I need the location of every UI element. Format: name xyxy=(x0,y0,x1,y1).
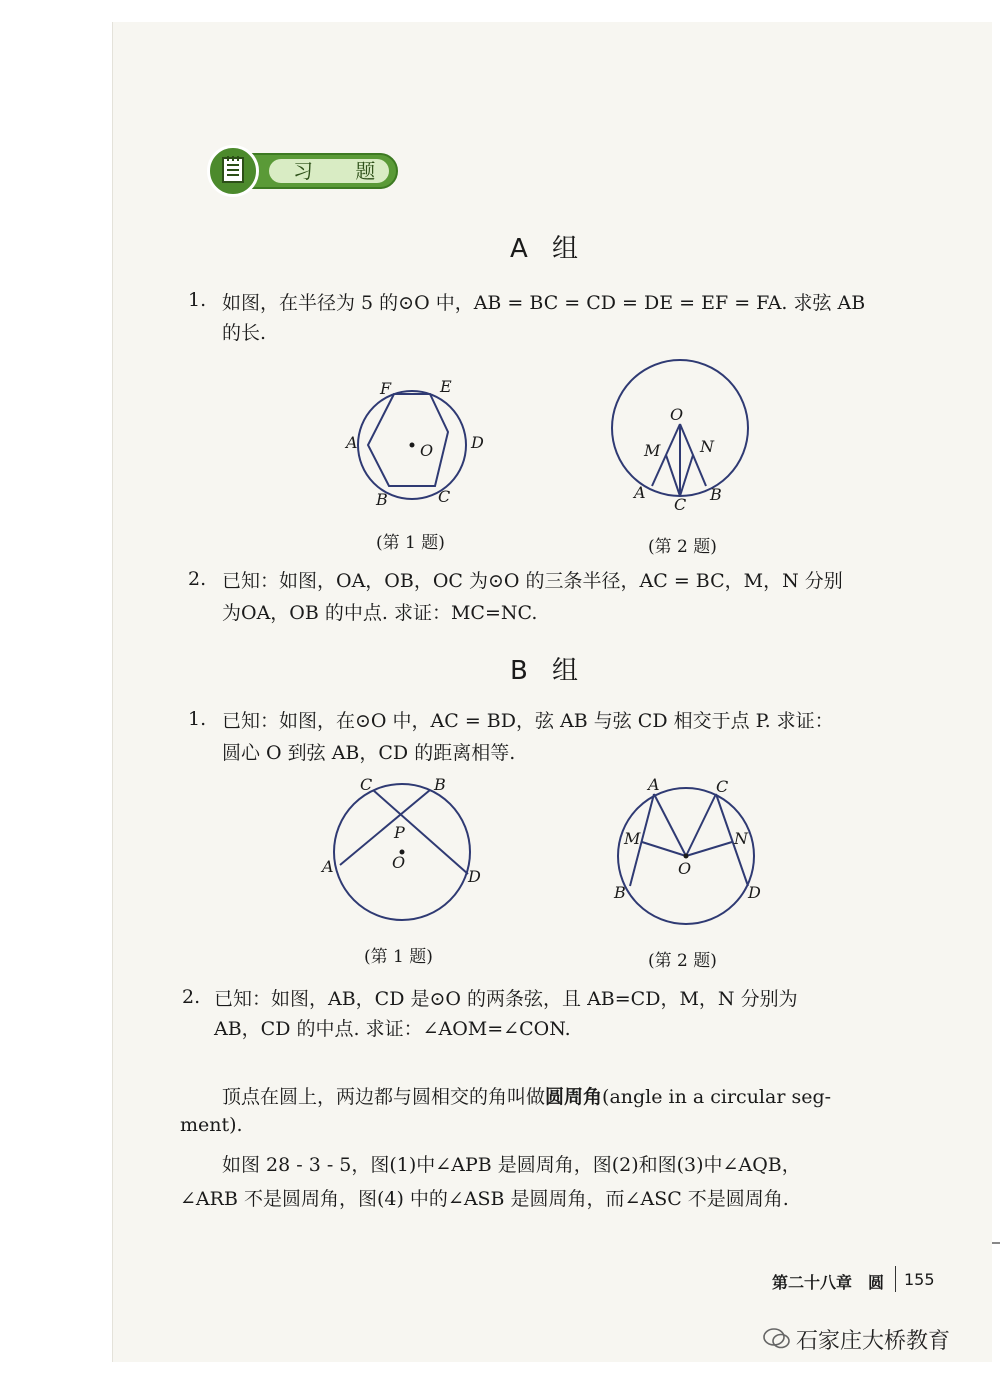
b-figure-1-caption: (第 1 题) xyxy=(364,947,433,967)
a-q2-number: 2. xyxy=(188,568,207,590)
a-figure-2-circle xyxy=(604,352,764,522)
label-c: C xyxy=(674,495,687,514)
chapter-footer: 第二十八章 圆 xyxy=(772,1273,885,1292)
para2-line1: 如图 28 - 3 - 5，图(1)中∠APB 是圆周角，图(2)和图(3)中∠AQB， xyxy=(222,1154,801,1176)
label-b: B xyxy=(710,485,722,504)
b-q2-number: 2. xyxy=(182,986,201,1008)
wechat-icon xyxy=(762,1326,792,1352)
a-figure-1-hexagon xyxy=(340,372,500,522)
page-edge-mark xyxy=(992,1242,1000,1244)
label-o: O xyxy=(420,441,434,460)
label-d: D xyxy=(468,867,481,886)
badge-label: 习 题 xyxy=(293,159,394,183)
label-f: F xyxy=(380,379,392,398)
label-d: D xyxy=(748,883,761,902)
label-b: B xyxy=(376,490,388,509)
label-a: A xyxy=(346,433,358,452)
para1-english: (angle in a circular seg- xyxy=(602,1086,832,1108)
label-b: B xyxy=(434,775,446,794)
a-q1-line1: 如图，在半径为 5 的⊙O 中，AB = BC = CD = DE = EF = FA. 求弦 AB xyxy=(222,292,866,314)
b-q1-line2: 圆心 O 到弦 AB，CD 的距离相等. xyxy=(222,742,516,764)
label-p: P xyxy=(394,823,405,842)
label-o: O xyxy=(670,405,684,424)
page-number: 155 xyxy=(904,1270,935,1289)
label-b: B xyxy=(614,883,626,902)
para1-line2: ment). xyxy=(180,1114,243,1136)
a-q1-line2: 的长. xyxy=(222,322,267,344)
label-c: C xyxy=(716,777,729,796)
label-e: E xyxy=(440,377,452,396)
para1-term: 圆周角 xyxy=(545,1086,603,1108)
b-figure-1-circle xyxy=(318,770,488,930)
label-a: A xyxy=(322,857,334,876)
a-figure-1-caption: (第 1 题) xyxy=(376,533,445,553)
group-b-title: B 组 xyxy=(509,656,587,686)
watermark-text: 石家庄大桥教育 xyxy=(796,1329,951,1354)
a-q1-number: 1. xyxy=(188,289,207,311)
label-c: C xyxy=(360,775,373,794)
label-o: O xyxy=(678,859,692,878)
b-q1-line1: 已知：如图，在⊙O 中，AC = BD，弦 AB 与弦 CD 相交于点 P. 求证： xyxy=(222,710,834,732)
footer-divider xyxy=(895,1266,896,1292)
b-q2-line2: AB，CD 的中点. 求证：∠AOM=∠CON. xyxy=(214,1018,571,1040)
label-m: M xyxy=(624,829,641,848)
para1-lead: 顶点在圆上，两边都与圆相交的角叫做 xyxy=(222,1086,546,1108)
exercise-badge xyxy=(193,145,398,195)
label-d: D xyxy=(471,433,484,452)
b-q2-line1: 已知：如图，AB，CD 是⊙O 的两条弦，且 AB=CD，M，N 分别为 xyxy=(214,988,798,1010)
notepad-icon xyxy=(221,155,245,185)
group-a-title: A 组 xyxy=(509,234,587,264)
b-q1-number: 1. xyxy=(188,708,207,730)
label-o: O xyxy=(392,853,406,872)
a-q2-line1: 已知：如图，OA，OB，OC 为⊙O 的三条半径，AC = BC，M，N 分别 xyxy=(222,570,843,592)
para1-line1 xyxy=(222,1082,831,1112)
label-a: A xyxy=(648,775,660,794)
label-a: A xyxy=(634,483,646,502)
label-c: C xyxy=(438,487,451,506)
a-figure-2-caption: (第 2 题) xyxy=(648,537,717,557)
label-n: N xyxy=(700,437,714,456)
a-q2-line2: 为OA，OB 的中点. 求证：MC=NC. xyxy=(222,602,538,624)
label-n: N xyxy=(734,829,748,848)
b-figure-2-caption: (第 2 题) xyxy=(648,951,717,971)
label-m: M xyxy=(644,441,661,460)
b-figure-2-circle xyxy=(604,770,774,930)
para2-line2: ∠ARB 不是圆周角，图(4) 中的∠ASB 是圆周角，而∠ASC 不是圆周角. xyxy=(180,1188,789,1210)
